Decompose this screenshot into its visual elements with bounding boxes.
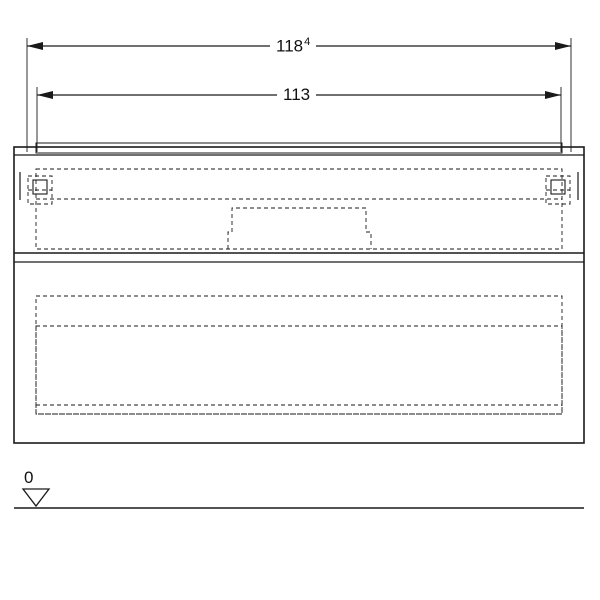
floor-level-triangle-icon bbox=[23, 489, 49, 506]
lower-drawer-hidden-lines bbox=[36, 296, 562, 414]
upper-drawer-front bbox=[36, 143, 562, 153]
wall-mount-brackets bbox=[20, 172, 578, 200]
dimension-label-overall-width: $118^4$ bbox=[270, 37, 316, 55]
dimension-label-body-width: 113 bbox=[277, 86, 316, 103]
cabinet-outline bbox=[14, 147, 584, 443]
upper-drawer-hidden-lines bbox=[28, 169, 570, 249]
floor-level-label: 0 bbox=[24, 468, 34, 487]
